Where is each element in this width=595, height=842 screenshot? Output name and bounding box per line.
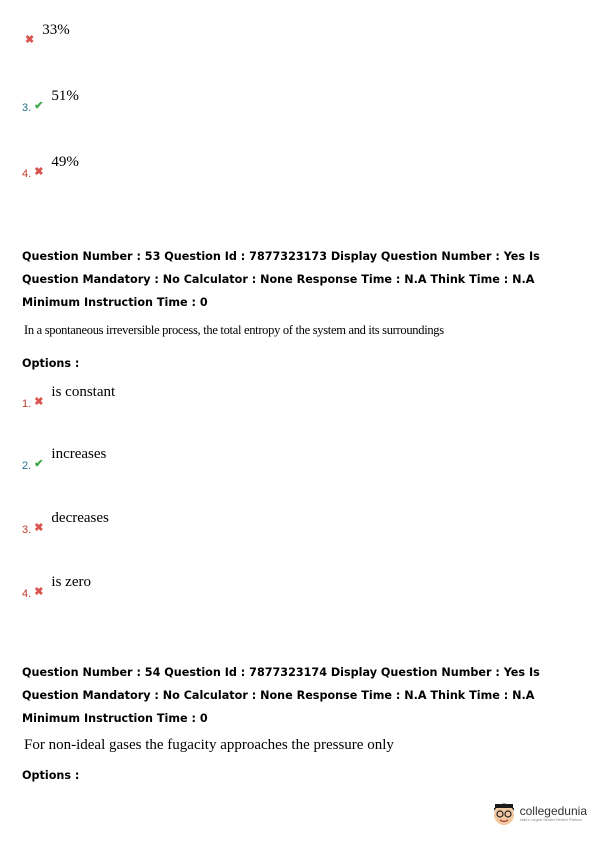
cross-icon: ✖ xyxy=(34,586,44,598)
option-number: 3. xyxy=(22,102,32,114)
question-header: Question Number : 54 Question Id : 7877323174 Display Question Number : Yes Is Question Mandatory : No Calculator : None Response Time : N.A Think Time : N.A Minimum Instruction Time : 0 xyxy=(22,666,540,725)
question-text: In a spontaneous irreversible process, the total entropy of the system and its surroundings xyxy=(24,323,444,337)
cross-icon: ✖ xyxy=(34,522,44,534)
question-header: Question Number : 53 Question Id : 7877323173 Display Question Number : Yes Is Question Mandatory : No Calculator : None Response Time : N.A Think Time : N.A Minimum Instruction Time : 0 xyxy=(22,250,540,309)
prev-option-2 xyxy=(22,22,70,46)
option-text: is zero xyxy=(51,574,91,590)
option-1 xyxy=(22,384,115,410)
option-text: is constant xyxy=(51,384,116,400)
prev-option-4 xyxy=(22,154,79,180)
option-text: 51% xyxy=(51,88,79,104)
check-icon: ✔ xyxy=(34,100,44,112)
logo-tagline: India's Largest Student Review Platform xyxy=(519,818,582,822)
option-text: increases xyxy=(51,446,107,462)
cross-icon: ✖ xyxy=(25,34,35,46)
option-3 xyxy=(22,510,109,536)
cross-icon: ✖ xyxy=(34,396,44,408)
cross-icon: ✖ xyxy=(34,166,44,178)
prev-option-3 xyxy=(22,88,79,114)
option-number: 4. xyxy=(22,168,32,180)
check-icon: ✔ xyxy=(34,458,44,470)
option-4 xyxy=(22,574,91,600)
collegedunia-logo xyxy=(491,798,587,828)
options-label: Options : xyxy=(22,769,80,782)
option-number: 4. xyxy=(22,588,32,600)
option-text: 49% xyxy=(51,154,79,170)
options-label: Options : xyxy=(22,357,80,370)
option-number: 3. xyxy=(22,524,32,536)
logo-name: collegedunia xyxy=(519,804,587,818)
question-text: For non-ideal gases the fugacity approaches the pressure only xyxy=(24,737,394,753)
option-text: 33% xyxy=(42,22,70,38)
option-number: 2. xyxy=(22,460,32,472)
option-number: 1. xyxy=(22,398,32,410)
mascot-icon xyxy=(491,798,517,828)
option-text: decreases xyxy=(51,510,109,526)
option-2 xyxy=(22,446,106,472)
